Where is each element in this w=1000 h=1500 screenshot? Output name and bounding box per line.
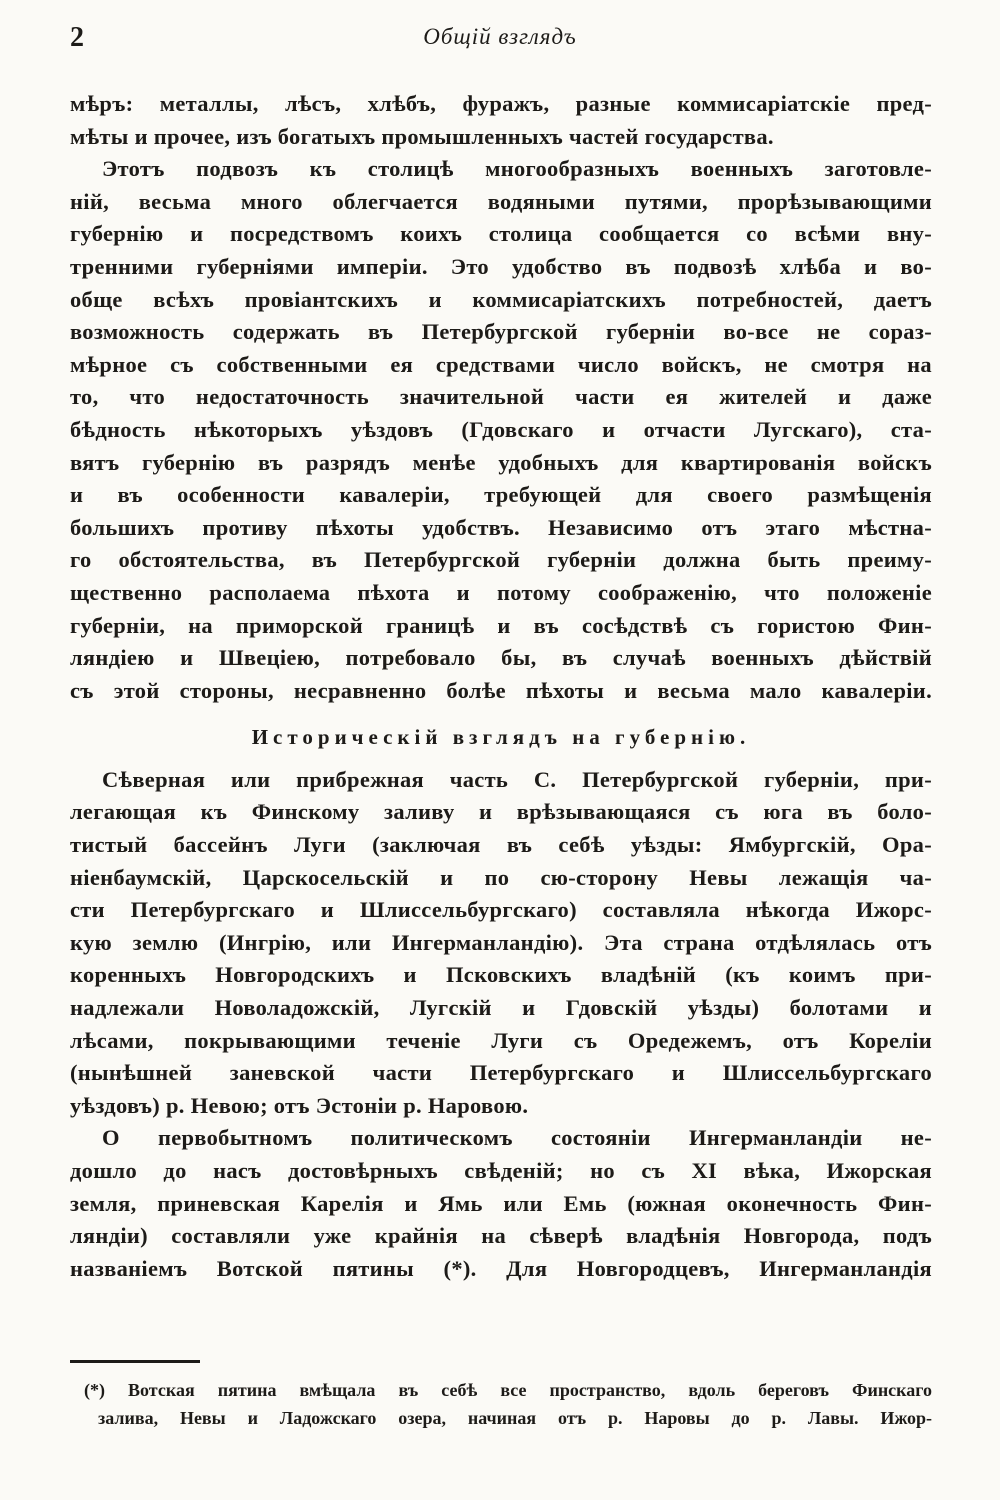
text-line: бѣдность нѣкоторыхъ уѣздовъ (Гдовскаго и отчасти Лугскаго), ста- xyxy=(70,416,932,442)
text-line: большихъ противу пѣхоты удобствъ. Независимо отъ этаго мѣстна- xyxy=(70,514,932,540)
text-line: возможность содержать въ Петербургской губерніи во-все не сораз- xyxy=(70,319,932,345)
footnote-line: (*) Вотская пятина вмѣщала въ себѣ все пространство, вдоль береговъ Финскаго xyxy=(84,1380,932,1400)
text-line: то, что недостаточность значительной части ея жителей и даже xyxy=(70,384,932,410)
text-line: вятъ губернію въ разрядъ менѣе удобныхъ для квартированія войскъ xyxy=(70,449,932,475)
text-line: названіемъ Вотской пятины (*). Для Новгородцевъ, Ингерманландія xyxy=(70,1255,932,1281)
section-heading: Историческій взглядъ на губернію. xyxy=(251,725,751,750)
page-header xyxy=(68,22,932,62)
text-line: дошло до насъ достовѣрныхъ свѣденій; но съ XI вѣка, Ижорская xyxy=(70,1158,932,1183)
page-number: 2 xyxy=(70,22,84,53)
text-line: ляндіи) составляли уже крайнія на сѣверѣ владѣнія Новгорода, подъ xyxy=(70,1223,932,1249)
text-line: го обстоятельства, въ Петербургской губерніи должна быть преиму- xyxy=(70,547,932,573)
text-line: мѣръ: металлы, лѣсъ, хлѣбъ, фуражъ, разные коммисаріатскіе пред- xyxy=(70,91,932,116)
footnote xyxy=(70,1376,932,1432)
text-line: тренними губерніями имперіи. Это удобство въ подвозѣ хлѣба и во- xyxy=(70,253,932,279)
text-line: Сѣверная или прибрежная часть С. Петербургской губерніи, при- xyxy=(102,766,932,792)
footnote-rule xyxy=(70,1360,200,1363)
text-line: щественно располаема пѣхота и потому соображенію, что положеніе xyxy=(70,579,932,605)
text-line: губернію и посредствомъ коихъ столица сообщается со всѣми вну- xyxy=(70,221,932,247)
text-line: лѣсами, покрывающими теченіе Луги съ Оредежемъ, отъ Кореліи xyxy=(70,1027,932,1053)
text-line: обще всѣхъ провіантскихъ и коммисаріатскихъ потребностей, даетъ xyxy=(70,286,932,312)
text-line: легающая къ Финскому заливу и врѣзывающаяся съ юга въ боло- xyxy=(70,799,932,825)
text-line: земля, приневская Карелія и Ямь или Емь (южная оконечность Фин- xyxy=(70,1190,932,1216)
running-title: Общій взглядъ xyxy=(423,24,577,49)
text-line: (нынѣшней заневской части Петербургскаго и Шлиссельбургскаго xyxy=(70,1060,932,1086)
text-line: коренныхъ Новгородскихъ и Псковскихъ владѣній (къ коимъ при- xyxy=(70,962,932,988)
text-line: ній, весьма много облегчается водяными путями, прорѣзывающими xyxy=(70,188,932,214)
text-line: мѣты и прочее, изъ богатыхъ промышленныхъ частей государства. xyxy=(70,123,774,149)
text-line: губерніи, на приморской границѣ и въ сосѣдствѣ съ гористою Фин- xyxy=(70,612,932,638)
body-text xyxy=(70,88,932,1285)
text-line: и въ особенности кавалеріи, требующей для своего размѣщенія xyxy=(70,482,932,508)
text-line: ляндіею и Швеціею, потребовало бы, въ случаѣ военныхъ дѣйствій xyxy=(70,645,932,671)
text-line: сти Петербургскаго и Шлиссельбургскаго) составляла нѣкогда Ижорс- xyxy=(70,897,932,923)
text-line: надлежали Новоладожскій, Лугскій и Гдовскій уѣзды) болотами и xyxy=(70,995,932,1021)
text-line: тистый бассейнъ Луги (заключая въ себѣ уѣзды: Ямбургскій, Ора- xyxy=(70,832,932,858)
footnote-line: залива, Невы и Ладожскаго озера, начиная отъ р. Наровы до р. Лавы. Ижор- xyxy=(98,1408,932,1428)
text-line: ніенбаумскій, Царскосельскій и по сю-сторону Невы лежащія ча- xyxy=(70,864,932,890)
text-line: кую землю (Ингрію, или Ингерманландію). Эта страна отдѣлялась отъ xyxy=(70,929,932,955)
text-line: О первобытномъ политическомъ состояніи Ингерманландіи не- xyxy=(102,1125,932,1151)
text-line: съ этой стороны, несравненно болѣе пѣхоты и весьма мало кавалеріи. xyxy=(70,677,932,703)
text-line: уѣздовъ) р. Невою; отъ Эстоніи р. Наровою. xyxy=(70,1092,529,1118)
text-line: Этотъ подвозъ къ столицѣ многообразныхъ военныхъ заготовле- xyxy=(102,156,932,182)
text-line: мѣрное съ собственными ея средствами число войскъ, не смотря на xyxy=(70,351,932,377)
